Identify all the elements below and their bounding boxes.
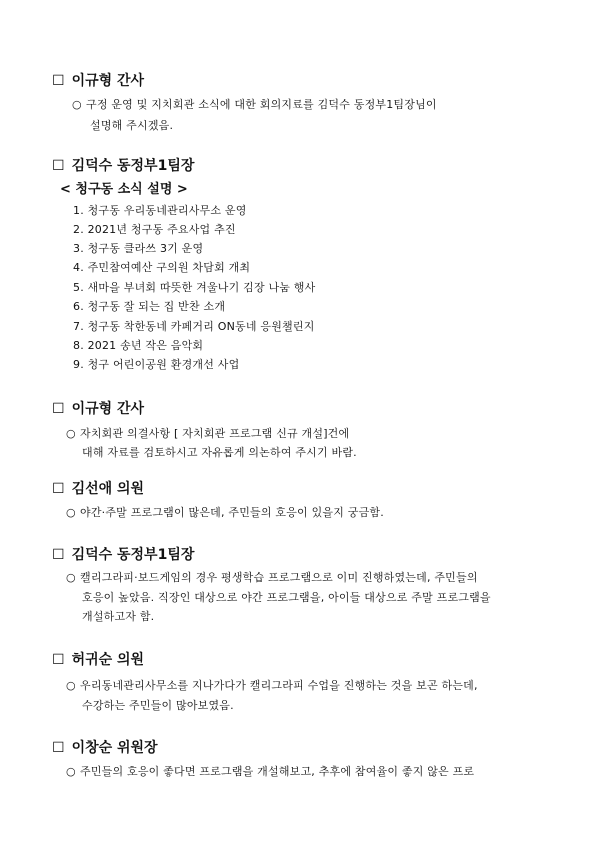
statement-line xyxy=(66,504,384,520)
statement-text: 캘리그라피·보드게임의 경우 평생학습 프로그램으로 이미 진행하였는데, 주민들의 xyxy=(80,571,478,584)
speaker-name: 김덕수 동정부1팀장 xyxy=(71,547,195,563)
statement-text: 자치회관 의결사항 [ 자치회관 프로그램 신규 개설]건에 xyxy=(80,427,350,440)
list-item: 9. 청구 어린이공원 환경개선 사업 xyxy=(73,358,240,371)
checkbox-square-icon: ☐ xyxy=(52,481,65,497)
circle-bullet-icon: ○ xyxy=(66,506,76,519)
speaker-heading xyxy=(52,398,144,418)
speaker-name: 이규형 간사 xyxy=(71,401,145,417)
statement-text: 우리동네관리사무소를 지나가다가 캘리그라피 수업을 진행하는 것을 보곤 하는데, xyxy=(80,679,478,692)
speaker-heading xyxy=(52,70,144,90)
circle-bullet-icon: ○ xyxy=(66,679,76,692)
speaker-heading xyxy=(52,737,158,757)
speaker-name: 김선애 의원 xyxy=(71,481,145,497)
list-item: 7. 청구동 착한동네 카페거리 ON동네 응원챌린지 xyxy=(73,320,315,333)
checkbox-square-icon: ☐ xyxy=(52,73,65,89)
checkbox-square-icon: ☐ xyxy=(52,158,65,174)
statement-text: 주민들의 호응이 좋다면 프로그램을 개설해보고, 추후에 참여율이 좋지 않은 프로 xyxy=(80,765,475,778)
checkbox-square-icon: ☐ xyxy=(52,401,65,417)
circle-bullet-icon: ○ xyxy=(66,571,76,584)
speaker-name: 이창순 위원장 xyxy=(71,740,158,756)
speaker-heading xyxy=(52,478,144,498)
list-item: 8. 2021 송년 작은 음악회 xyxy=(73,339,204,352)
statement-line xyxy=(66,569,478,585)
speaker-name: 이규형 간사 xyxy=(71,73,145,89)
statement-continuation: 개설하고자 함. xyxy=(82,610,155,623)
statement-line xyxy=(72,96,437,112)
list-item: 1. 청구동 우리동네관리사무소 운영 xyxy=(73,204,247,217)
speaker-heading xyxy=(52,155,194,175)
checkbox-square-icon: ☐ xyxy=(52,740,65,756)
statement-continuation: 대해 자료를 검토하시고 자유롭게 의논하여 주시기 바람. xyxy=(82,446,357,459)
statement-text: 구정 운영 및 지치회관 소식에 대한 회의지료를 김덕수 동정부1팀장님이 xyxy=(86,98,437,111)
statement-line xyxy=(66,763,474,779)
statement-line xyxy=(66,425,349,441)
circle-bullet-icon: ○ xyxy=(72,98,82,111)
list-item: 5. 새마을 부녀회 따뜻한 겨울나기 김장 나눔 행사 xyxy=(73,281,316,294)
statement-line xyxy=(66,677,478,693)
list-item: 4. 주민참여예산 구의원 차담회 개최 xyxy=(73,261,251,274)
circle-bullet-icon: ○ xyxy=(66,427,76,440)
checkbox-square-icon: ☐ xyxy=(52,547,65,563)
speaker-heading xyxy=(52,649,144,669)
section-title: < 청구동 소식 설명 > xyxy=(60,182,188,197)
speaker-name: 허귀순 의원 xyxy=(71,652,145,668)
list-item: 2. 2021년 청구동 주요사업 추진 xyxy=(73,223,236,236)
speaker-heading xyxy=(52,544,194,564)
circle-bullet-icon: ○ xyxy=(66,765,76,778)
statement-continuation: 설명해 주시겠음. xyxy=(90,119,174,132)
statement-continuation: 수강하는 주민들이 많아보였음. xyxy=(82,699,234,712)
statement-text: 야간·주말 프로그램이 많은데, 주민들의 호응이 있을지 궁금함. xyxy=(80,506,384,519)
speaker-name: 김덕수 동정부1팀장 xyxy=(71,158,195,174)
list-item: 6. 청구동 잘 되는 집 반찬 소개 xyxy=(73,300,226,313)
list-item: 3. 청구동 클라쓰 3기 운영 xyxy=(73,242,204,255)
checkbox-square-icon: ☐ xyxy=(52,652,65,668)
statement-continuation: 호응이 높았음. 직장인 대상으로 야간 프로그램을, 아이들 대상으로 주말 프로그램을 xyxy=(82,591,491,604)
